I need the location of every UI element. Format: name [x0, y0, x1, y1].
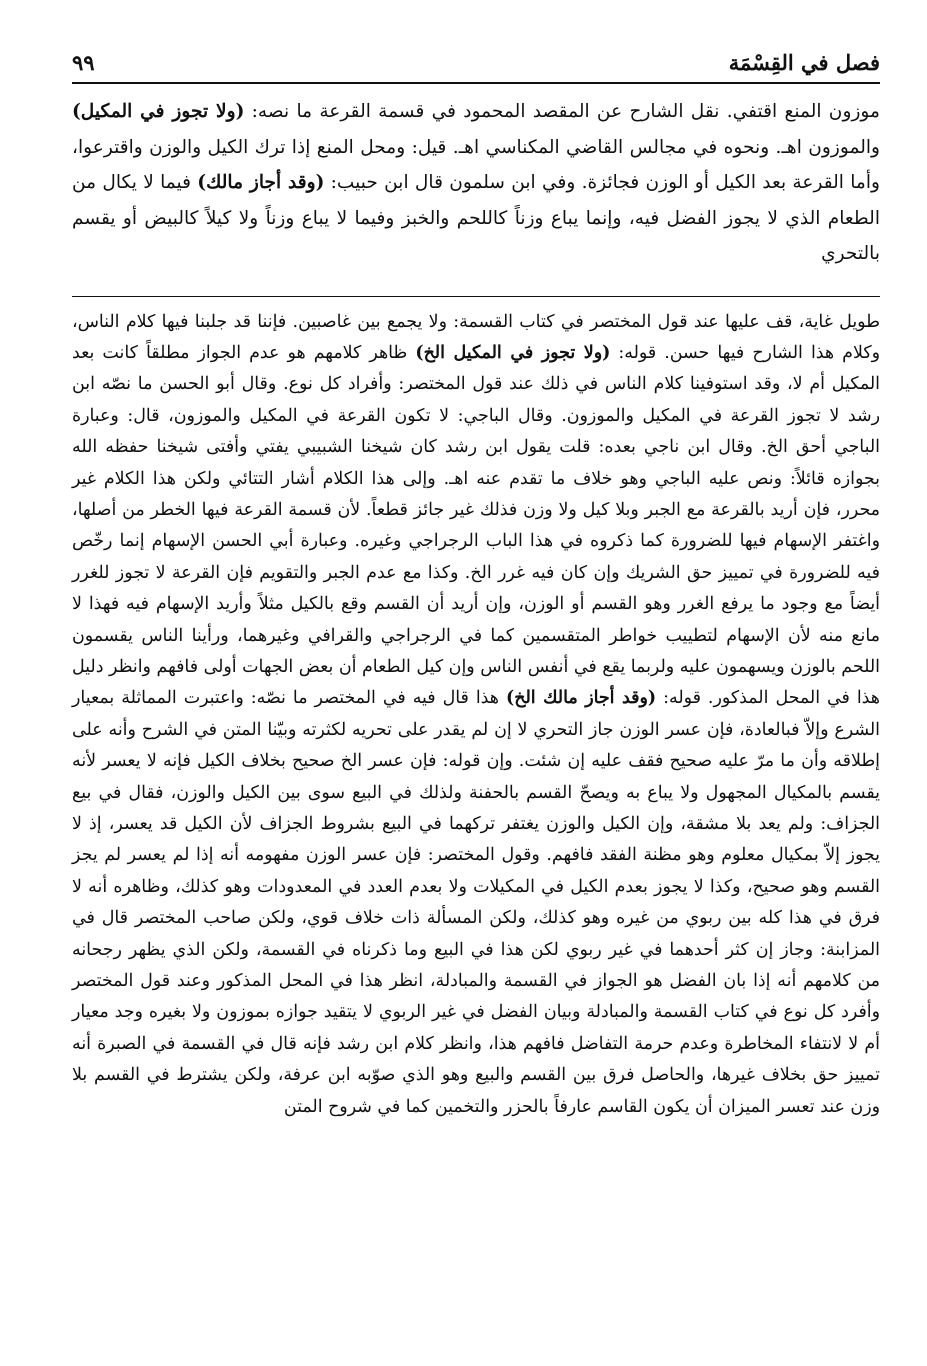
footnote-separator — [72, 296, 880, 297]
main-text-part-3: فيما لا يكال من الطعام الذي لا يجوز الفضل فيه، وإنما يباع وزناً كاللحم والخبز وفيما لا يباع وزناً ولا كيلاً كالبيض أو يقسم بالتحري — [72, 172, 880, 264]
main-paragraph — [72, 94, 880, 272]
main-text-part-1: موزون المنع اقتفي. نقل الشارح عن المقصد المحمود في قسمة القرعة ما نصه: — [244, 101, 880, 122]
main-text-part-2: والموزون اهـ. ونحوه في مجالس القاضي المكناسي اهـ. قيل: ومحل المنع إذا ترك الكيل والوزن واقترعوا، وأما القرعة بعد الكيل أو الوزن فجائزة. وفي ابن سلمون قال ابن حبيب: — [72, 136, 880, 193]
page-header — [72, 40, 880, 84]
chapter-title: فصل في القِسْمَة — [728, 50, 880, 75]
page-number: ٩٩ — [72, 50, 95, 75]
commentary-notes — [72, 307, 880, 1124]
main-quote-1: (ولا تجوز في المكيل) — [72, 101, 245, 122]
notes-part-3: هذا قال فيه في المختصر ما نصّه: واعتبرت المماثلة بمعيار الشرع وإلاّ فبالعادة، فإن عسر الوزن جاز التحري لا إن لم يقدر على تحريه لكثرته وبيّنا المتن في الشرح وأنه على إطلاقه وأن ما مرّ عليه صحيح فقف عليه إن شئت. وإن قوله: فإن عسر الخ صحيح بخلاف الكيل فإنه لا يعسر لأنه يقسم بالمكيال المجهول ولا يباع به ويصحّ القسم بالحفنة ولذلك في البيع سوى بين الكيل والوزن، فقال في بيع الجزاف: ولم يعد بلا مشقة، وإن الكيل والوزن يغتفر تركهما في البيع بشروط الجزاف لأن الكيل قد يعسر، إذ لا يجوز إلاّ بمكيال معلوم وهو مظنة الفقد فافهم. وقول المختصر: فإن عسر الوزن مفهومه أنه إذا لم يعسر لم يجز القسم وهو صحيح، وكذا لا يجوز بعدم الكيل في المكيلات ولا بعدم العدد في المعدودات وهو كذلك، وظاهره أنه لا فرق في هذا كله بين ربوي من غيره وهو كذلك، ولكن المسألة ذات خلاف قوي، ولكن صاحب المختصر قال في المزابنة: وجاز إن كثر أحدهما في غير ربوي لكن هذا في البيع وما ذكرناه في القسمة، ولكن الذي يظهر رجحانه من كلامهم أنه إذا بان الفضل هو الجواز في القسمة والمبادلة، انظر هذا في المحل المذكور وعند قول المختصر وأفرد كل نوع في كتاب القسمة والمبادلة وبيان الفضل في غير الربوي لا يتقيد جوازه بموزون ولا بغيره وجد معيار أم لا لانتفاء المخاطرة وعدم حرمة التفاضل فافهم هذا، وانظر كلام ابن رشد فإنه قال في القسمة في الصبرة أنه تمييز حق بخلاف غيرها، والحاصل فرق بين القسم والبيع وهو الذي صوّبه ابن عرفة، ولكن يشترط في القسم بلا وزن عند تعسر الميزان أن يكون القاسم عارفاً بالحزر والتخمين كما في شروح المتن — [72, 688, 880, 1117]
notes-part-2: ظاهر كلامهم هو عدم الجواز مطلقاً كانت بعد المكيل أم لا، وقد استوفينا كلام الناس في ذلك عند قول المختصر: وأفراد كل نوع. وقال أبو الحسن ما نصّه ابن رشد لا تجوز القرعة في المكيل والموزون. وقال الباجي: لا تكون القرعة في المكيل والموزون، قال: وعبارة الباجي أحق الخ. وقال ابن ناجي بعده: قلت يقول ابن رشد كان شيخنا الشبيبي يفتي وأفتى شيخنا حفظه الله بجوازه قائلاً: ونص عليه الباجي وهو خلاف ما تقدم عنه اهـ. وإلى هذا الكلام أشار التتائي ولكن هذا الكلام غير محرر، فإن أريد بالقرعة مع الجبر وبلا كيل ولا وزن فذلك غير جائز قطعاً. لأن قسمة القرعة فيها الخطر من أصلها، واغتفر الإسهام فيها للضرورة كما ذكروه في هذا الباب الرجراجي وغيره. وعبارة أبي الحسن الإسهام إنما رخّص فيه للضرورة في تمييز حق الشريك وإن كان فيه غرر الخ. وكذا مع عدم الجبر والتقويم فإن القرعة لا تجوز للغرر أيضاً مع وجود ما يرفع الغرر وهو القسم أو الوزن، وإن أريد أن القسم وقع بالكيل مثلاً وأريد الإسهام فيه فهذا لا مانع منه لأن الإسهام لتطييب خواطر المتقسمين كما في الرجراجي والقرافي وغيرهما، ورأينا الناس يقسمون اللحم بالوزن ويسهمون عليه ولربما يقع في أنفس الناس وإن كيل الطعام أن بعض الجهات أولى فافهم وانظر دليل هذا في المحل المذكور. قوله: — [72, 342, 880, 709]
notes-part-1: طويل غاية، قف عليها عند قول المختصر في كتاب القسمة: ولا يجمع بين غاصبين. فإننا قد جلبنا فيها كلام الناس، وكلام هذا الشارح فيها حسن. قوله: — [72, 311, 880, 363]
notes-paragraph — [72, 307, 880, 1124]
book-page — [72, 40, 880, 1340]
notes-quote-1: (ولا تجوز في المكيل الخ) — [415, 342, 611, 363]
main-quote-2: (وقد أجاز مالك) — [197, 172, 325, 193]
notes-quote-2: (وقد أجاز مالك الخ) — [506, 688, 657, 709]
main-text — [72, 94, 880, 272]
